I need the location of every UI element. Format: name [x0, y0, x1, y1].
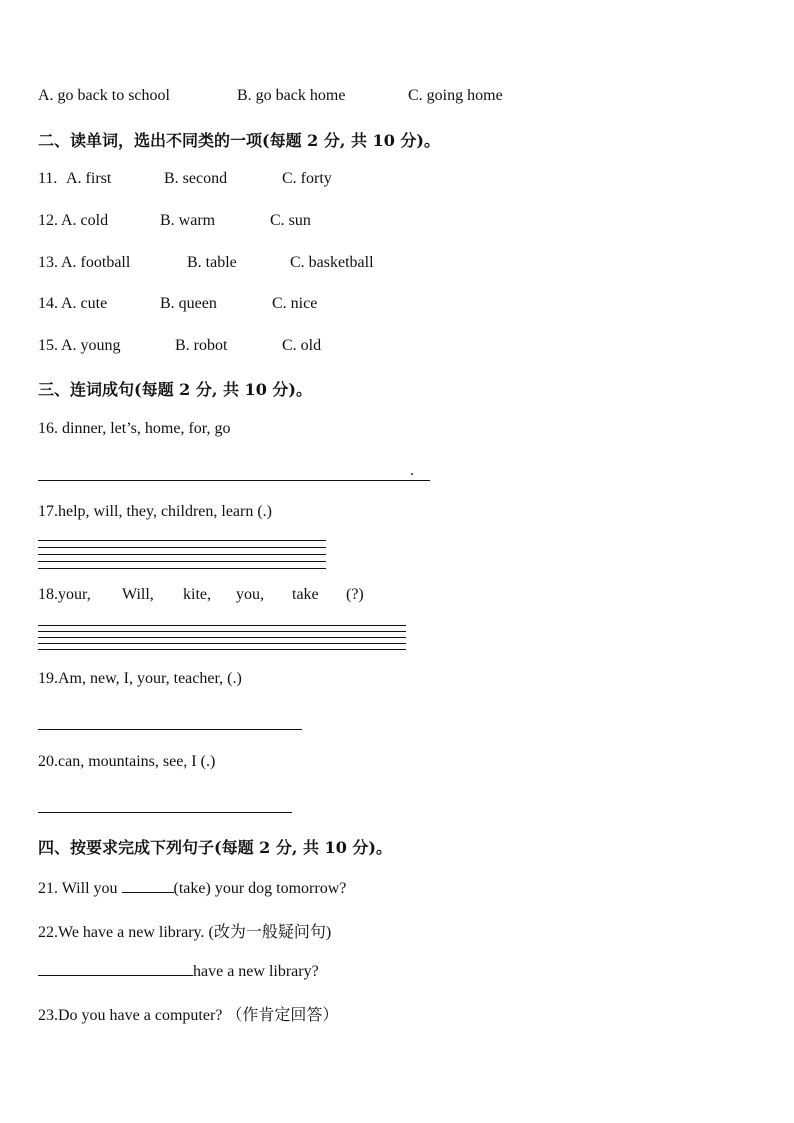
- option-c: C. sun: [270, 212, 311, 229]
- blank[interactable]: [122, 878, 174, 893]
- question-22: 22.We have a new library. (改为一般疑问句): [38, 924, 332, 941]
- word: kite,: [183, 586, 211, 603]
- option-a: A. go back to school: [38, 87, 170, 104]
- option-b: B. second: [164, 170, 228, 187]
- question-23: 23.Do you have a computer? （作肯定回答）: [38, 1007, 339, 1024]
- question-number: 13.: [38, 254, 58, 271]
- word: take: [292, 586, 319, 603]
- word: (?): [346, 586, 364, 603]
- question-17: 17.help, will, they, children, learn (.): [38, 503, 272, 520]
- answer-line[interactable]: [38, 812, 292, 813]
- answer-line: [38, 540, 326, 541]
- question-19: 19.Am, new, I, your, teacher, (.): [38, 670, 242, 687]
- option-b: B. robot: [175, 337, 228, 354]
- option-a: A. football: [61, 254, 131, 271]
- word: you,: [236, 586, 264, 603]
- option-a: A. cute: [61, 295, 108, 312]
- option-a: A. cold: [61, 212, 109, 229]
- word: Will,: [122, 586, 154, 603]
- question-number: 11.: [38, 170, 58, 187]
- question-number: 12.: [38, 212, 58, 229]
- question-16: 16. dinner, let’s, home, for, go: [38, 420, 231, 437]
- question-number: 14.: [38, 295, 58, 312]
- section2-heading: 二、读单词，选出不同类的一项(每题 2 分, 共 10 分)。: [38, 131, 440, 150]
- answer-line: [38, 643, 406, 644]
- option-c: C. basketball: [290, 254, 374, 271]
- answer-line[interactable]: [38, 480, 430, 481]
- option-b: B. table: [187, 254, 237, 271]
- answer-line[interactable]: [38, 729, 302, 730]
- answer-line: [38, 547, 326, 548]
- question-21: [38, 878, 346, 898]
- question-number: 15.: [38, 337, 58, 354]
- question-text: (take) your dog tomorrow?: [173, 880, 347, 897]
- answer-line: [38, 649, 406, 650]
- answer-line: [38, 568, 326, 569]
- answer-line: [38, 625, 406, 626]
- option-b: B. warm: [160, 212, 216, 229]
- option-a: A. young: [61, 337, 121, 354]
- question-text: 21. Will you: [38, 880, 122, 897]
- answer-line: [38, 554, 326, 555]
- section4-heading: 四、按要求完成下列句子(每题 2 分, 共 10 分)。: [38, 838, 392, 857]
- option-c: C. forty: [282, 170, 332, 187]
- answer-text: have a new library?: [193, 963, 319, 980]
- answer-22: [38, 961, 319, 981]
- option-b: B. queen: [160, 295, 217, 312]
- answer-line: [38, 561, 326, 562]
- option-c: C. nice: [272, 295, 318, 312]
- section3-heading: 三、连词成句(每题 2 分, 共 10 分)。: [38, 380, 312, 399]
- blank[interactable]: [38, 961, 193, 976]
- option-c: C. old: [282, 337, 322, 354]
- option-c: C. going home: [408, 87, 503, 104]
- answer-period: .: [410, 462, 414, 479]
- word: 18.your,: [38, 586, 91, 603]
- option-b: B. go back home: [237, 87, 346, 104]
- option-a: A. first: [66, 170, 112, 187]
- answer-line: [38, 631, 406, 632]
- answer-line: [38, 637, 406, 638]
- question-20: 20.can, mountains, see, I (.): [38, 753, 216, 770]
